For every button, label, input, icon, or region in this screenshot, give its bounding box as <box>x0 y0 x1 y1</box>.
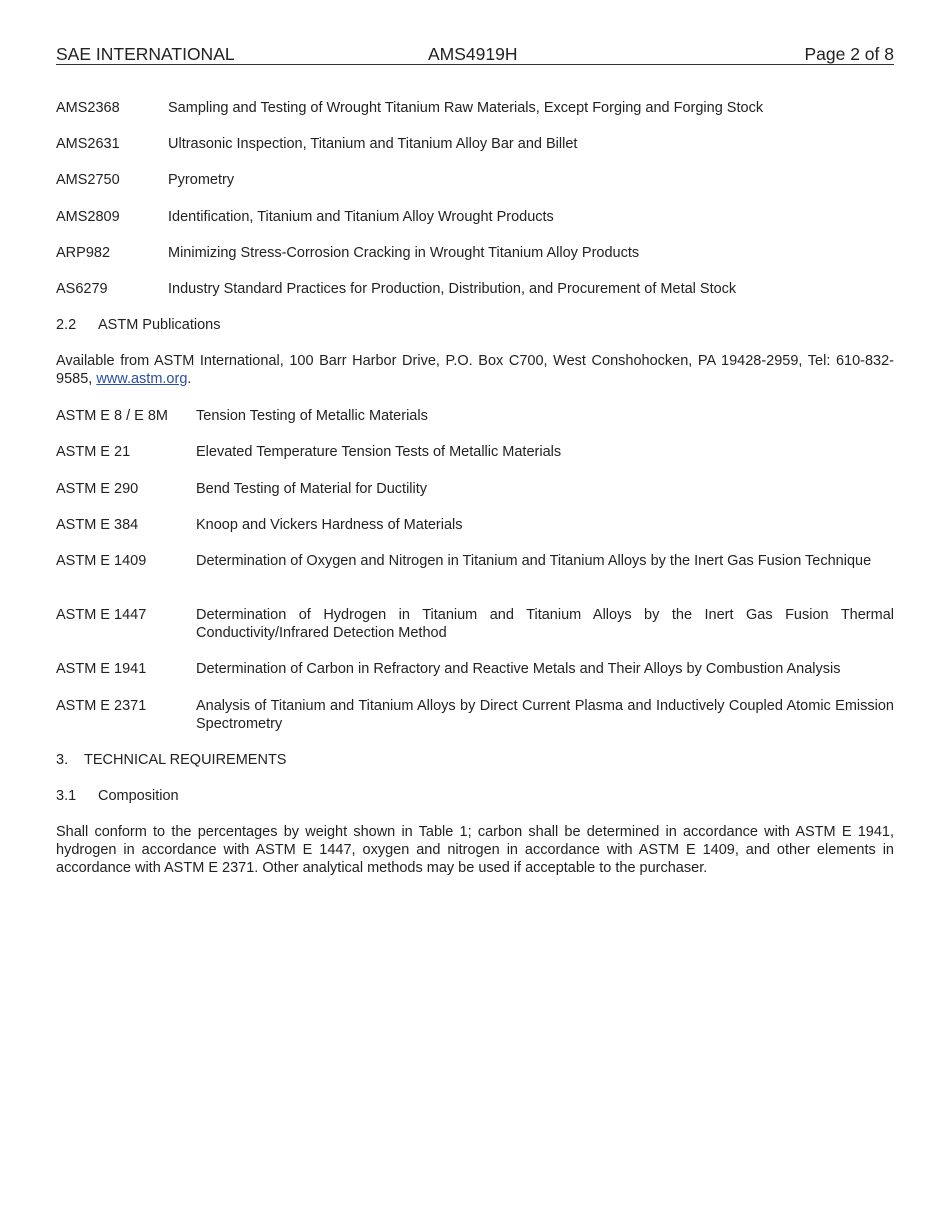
composition-paragraph: Shall conform to the percentages by weight shown in Table 1; carbon shall be determined in accordance with ASTM E 1941, hydrogen in accordance with ASTM E 1447, oxygen and nitrogen in accordance with ASTM E 1409, and other elements in accordance with ASTM E 2371. Other analytical methods may be used if acceptable to the purchaser. <box>56 824 894 876</box>
reference-code: AMS2750 <box>56 172 120 188</box>
reference-code: AMS2631 <box>56 136 120 152</box>
section-number: 2.2 <box>56 317 77 333</box>
reference-title: Tension Testing of Metallic Materials <box>196 408 428 424</box>
section-heading-3 <box>56 751 287 769</box>
section-heading-3-1 <box>56 787 179 805</box>
reference-code: ARP982 <box>56 245 111 261</box>
availability-text: Available from ASTM International, 100 Barr Harbor Drive, P.O. Box C700, West Conshohocken, PA 19428-2959, Tel: 610-832-9585, <box>56 353 894 387</box>
reference-title: Determination of Carbon in Refractory and Reactive Metals and Their Alloys by Combustion Analysis <box>196 661 841 677</box>
reference-code: ASTM E 1447 <box>56 607 147 623</box>
reference-title: Bend Testing of Material for Ductility <box>196 481 428 497</box>
reference-code: AMS2809 <box>56 209 120 225</box>
astm-availability-paragraph <box>56 352 894 388</box>
reference-code: ASTM E 384 <box>56 517 139 533</box>
section-number: 3. <box>56 752 69 768</box>
section-number: 3.1 <box>56 788 77 804</box>
reference-title: Determination of Oxygen and Nitrogen in Titanium and Titanium Alloys by the Inert Gas Fusion Technique <box>196 553 872 569</box>
header-page-number: Page 2 of 8 <box>804 44 894 64</box>
header-document-number: AMS4919H <box>428 44 518 64</box>
reference-title: Sampling and Testing of Wrought Titanium Raw Materials, Except Forging and Forging Stock <box>168 100 764 116</box>
section-title: ASTM Publications <box>98 317 221 333</box>
reference-title: Ultrasonic Inspection, Titanium and Titanium Alloy Bar and Billet <box>168 136 578 152</box>
reference-code: ASTM E 1409 <box>56 553 147 569</box>
reference-code: ASTM E 8 / E 8M <box>56 408 168 424</box>
reference-code: AS6279 <box>56 281 108 297</box>
reference-title: Elevated Temperature Tension Tests of Metallic Materials <box>196 444 562 460</box>
reference-title: Determination of Hydrogen in Titanium and Titanium Alloys by the Inert Gas Fusion Thermal Conductivity/Infrared Detection Method <box>196 607 894 641</box>
reference-code: ASTM E 21 <box>56 444 131 460</box>
reference-title: Knoop and Vickers Hardness of Materials <box>196 517 463 533</box>
availability-end: . <box>187 371 192 387</box>
reference-title: Industry Standard Practices for Production, Distribution, and Procurement of Metal Stock <box>168 281 737 297</box>
reference-title: Analysis of Titanium and Titanium Alloys by Direct Current Plasma and Inductively Coupled Atomic Emission Spectrometry <box>196 698 894 732</box>
page-header <box>56 44 894 65</box>
reference-code: AMS2368 <box>56 100 120 116</box>
reference-code: ASTM E 290 <box>56 481 139 497</box>
reference-code: ASTM E 2371 <box>56 698 147 714</box>
header-organization: SAE INTERNATIONAL <box>56 44 235 64</box>
reference-title: Identification, Titanium and Titanium Alloy Wrought Products <box>168 209 554 225</box>
astm-website-link[interactable]: www.astm.org <box>96 371 188 387</box>
reference-code: ASTM E 1941 <box>56 661 147 677</box>
section-title: Composition <box>98 788 179 804</box>
reference-title: Minimizing Stress-Corrosion Cracking in Wrought Titanium Alloy Products <box>168 245 640 261</box>
reference-title: Pyrometry <box>168 172 235 188</box>
section-title: TECHNICAL REQUIREMENTS <box>84 752 287 768</box>
section-heading-2-2 <box>56 316 221 334</box>
